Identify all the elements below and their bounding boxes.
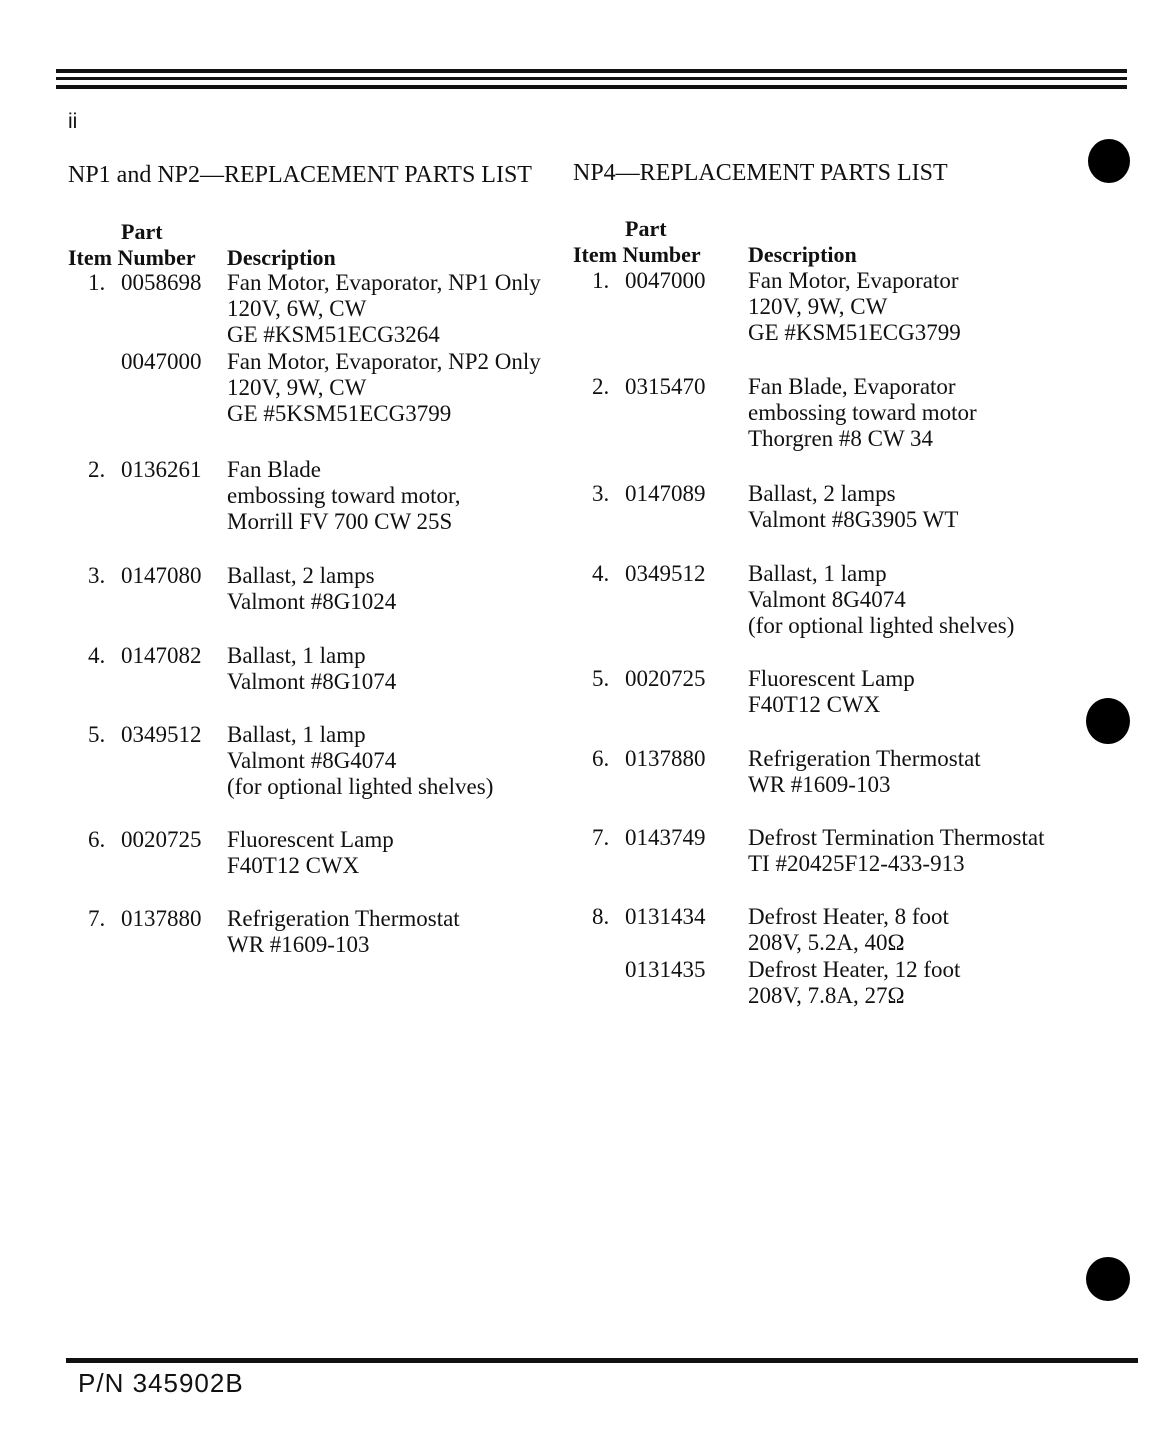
right-header-description: Description bbox=[748, 242, 857, 267]
right-header-item-number: Item Number bbox=[573, 242, 701, 267]
description-line: TI #20425F12-433-913 bbox=[748, 851, 965, 876]
description-line: 120V, 6W, CW bbox=[227, 296, 367, 321]
part-number: 0020725 bbox=[625, 666, 706, 691]
part-description bbox=[748, 904, 949, 956]
description-line: 208V, 5.2A, 40Ω bbox=[748, 930, 905, 955]
description-line: Defrost Termination Thermostat bbox=[748, 825, 1045, 850]
description-line: GE #KSM51ECG3264 bbox=[227, 322, 440, 347]
part-description bbox=[227, 643, 396, 695]
item-index: 4. bbox=[592, 561, 610, 586]
description-line: embossing toward motor, bbox=[227, 483, 461, 508]
part-number: 0020725 bbox=[121, 827, 202, 852]
part-number: 0131435 bbox=[625, 957, 706, 982]
item-index: 6. bbox=[88, 827, 106, 852]
part-description bbox=[748, 481, 958, 533]
item-index: 4. bbox=[88, 643, 106, 668]
description-line: Valmont #8G4074 bbox=[227, 748, 397, 773]
description-line: GE #KSM51ECG3799 bbox=[748, 320, 961, 345]
description-line: WR #1609-103 bbox=[227, 932, 370, 957]
top-rule bbox=[56, 77, 1127, 80]
description-line: Valmont #8G1024 bbox=[227, 589, 397, 614]
description-line: Fan Motor, Evaporator, NP2 Only bbox=[227, 349, 541, 374]
part-number: 0349512 bbox=[625, 561, 706, 586]
part-description bbox=[748, 561, 1014, 639]
description-line: Fan Blade bbox=[227, 457, 321, 482]
part-number: 0315470 bbox=[625, 374, 706, 399]
item-index: 2. bbox=[592, 374, 610, 399]
right-header-part: Part bbox=[625, 216, 667, 241]
part-number: 0131434 bbox=[625, 904, 706, 929]
left-header-description: Description bbox=[227, 245, 336, 270]
part-description bbox=[227, 827, 394, 879]
binder-hole bbox=[1088, 139, 1130, 183]
description-line: Fan Motor, Evaporator bbox=[748, 268, 959, 293]
item-index: 3. bbox=[592, 481, 610, 506]
description-line: 208V, 7.8A, 27Ω bbox=[748, 983, 905, 1008]
description-line: Defrost Heater, 8 foot bbox=[748, 904, 949, 929]
binder-hole bbox=[1086, 698, 1130, 744]
part-number-footer: P/N 345902B bbox=[78, 1368, 244, 1398]
description-line: GE #5KSM51ECG3799 bbox=[227, 401, 452, 426]
np1-np2-title: NP1 and NP2—REPLACEMENT PARTS LIST bbox=[68, 162, 532, 188]
item-index: 5. bbox=[592, 666, 610, 691]
item-index: 3. bbox=[88, 563, 106, 588]
part-description bbox=[748, 825, 1044, 877]
description-line: WR #1609-103 bbox=[748, 772, 891, 797]
bottom-rule bbox=[66, 1358, 1138, 1363]
np4-title: NP4—REPLACEMENT PARTS LIST bbox=[573, 160, 948, 186]
page-number: ii bbox=[68, 110, 78, 133]
description-line: Fan Motor, Evaporator, NP1 Only bbox=[227, 270, 541, 295]
item-index: 6. bbox=[592, 746, 610, 771]
part-number: 0137880 bbox=[625, 746, 706, 771]
description-line: Fan Blade, Evaporator bbox=[748, 374, 956, 399]
description-line: (for optional lighted shelves) bbox=[227, 774, 494, 799]
description-line: embossing toward motor bbox=[748, 400, 977, 425]
part-description bbox=[748, 268, 961, 346]
part-number: 0058698 bbox=[121, 270, 202, 295]
part-number: 0147082 bbox=[121, 643, 202, 668]
description-line: Refrigeration Thermostat bbox=[227, 906, 460, 931]
part-number: 0047000 bbox=[625, 268, 706, 293]
description-line: Valmont #8G3905 WT bbox=[748, 507, 959, 532]
part-number: 0143749 bbox=[625, 825, 706, 850]
part-description bbox=[748, 746, 981, 798]
part-description bbox=[748, 666, 915, 718]
top-rule bbox=[56, 85, 1127, 89]
left-header-item-number: Item Number bbox=[68, 245, 196, 270]
item-index: 7. bbox=[88, 906, 106, 931]
part-number: 0349512 bbox=[121, 722, 202, 747]
description-line: Ballast, 1 lamp bbox=[227, 722, 366, 747]
description-line: F40T12 CWX bbox=[227, 853, 360, 878]
description-line: Refrigeration Thermostat bbox=[748, 746, 981, 771]
part-description bbox=[748, 374, 977, 452]
part-number: 0047000 bbox=[121, 349, 202, 374]
item-index: 2. bbox=[88, 457, 106, 482]
left-header-part: Part bbox=[121, 219, 163, 244]
part-description bbox=[227, 722, 493, 800]
description-line: Valmont 8G4074 bbox=[748, 587, 906, 612]
description-line: Defrost Heater, 12 foot bbox=[748, 957, 961, 982]
description-line: Ballast, 1 lamp bbox=[227, 643, 366, 668]
part-number: 0147089 bbox=[625, 481, 706, 506]
part-description bbox=[227, 563, 396, 615]
description-line: Morrill FV 700 CW 25S bbox=[227, 509, 453, 534]
description-line: Valmont #8G1074 bbox=[227, 669, 397, 694]
description-line: (for optional lighted shelves) bbox=[748, 613, 1015, 638]
item-index: 5. bbox=[88, 722, 106, 747]
top-rule bbox=[56, 69, 1127, 73]
part-description bbox=[227, 349, 541, 427]
binder-hole bbox=[1086, 1257, 1130, 1301]
part-number: 0147080 bbox=[121, 563, 202, 588]
part-description bbox=[227, 457, 461, 535]
item-index: 7. bbox=[592, 825, 610, 850]
part-description bbox=[748, 957, 960, 1009]
part-number: 0137880 bbox=[121, 906, 202, 931]
description-line: Fluorescent Lamp bbox=[748, 666, 915, 691]
part-number: 0136261 bbox=[121, 457, 202, 482]
description-line: Ballast, 1 lamp bbox=[748, 561, 887, 586]
description-line: F40T12 CWX bbox=[748, 692, 881, 717]
description-line: Thorgren #8 CW 34 bbox=[748, 426, 934, 451]
description-line: Ballast, 2 lamps bbox=[748, 481, 896, 506]
description-line: 120V, 9W, CW bbox=[227, 375, 367, 400]
description-line: Ballast, 2 lamps bbox=[227, 563, 375, 588]
part-description bbox=[227, 270, 541, 348]
item-index: 8. bbox=[592, 904, 610, 929]
description-line: Fluorescent Lamp bbox=[227, 827, 394, 852]
item-index: 1. bbox=[592, 268, 610, 293]
item-index: 1. bbox=[88, 270, 106, 295]
description-line: 120V, 9W, CW bbox=[748, 294, 888, 319]
part-description bbox=[227, 906, 460, 958]
